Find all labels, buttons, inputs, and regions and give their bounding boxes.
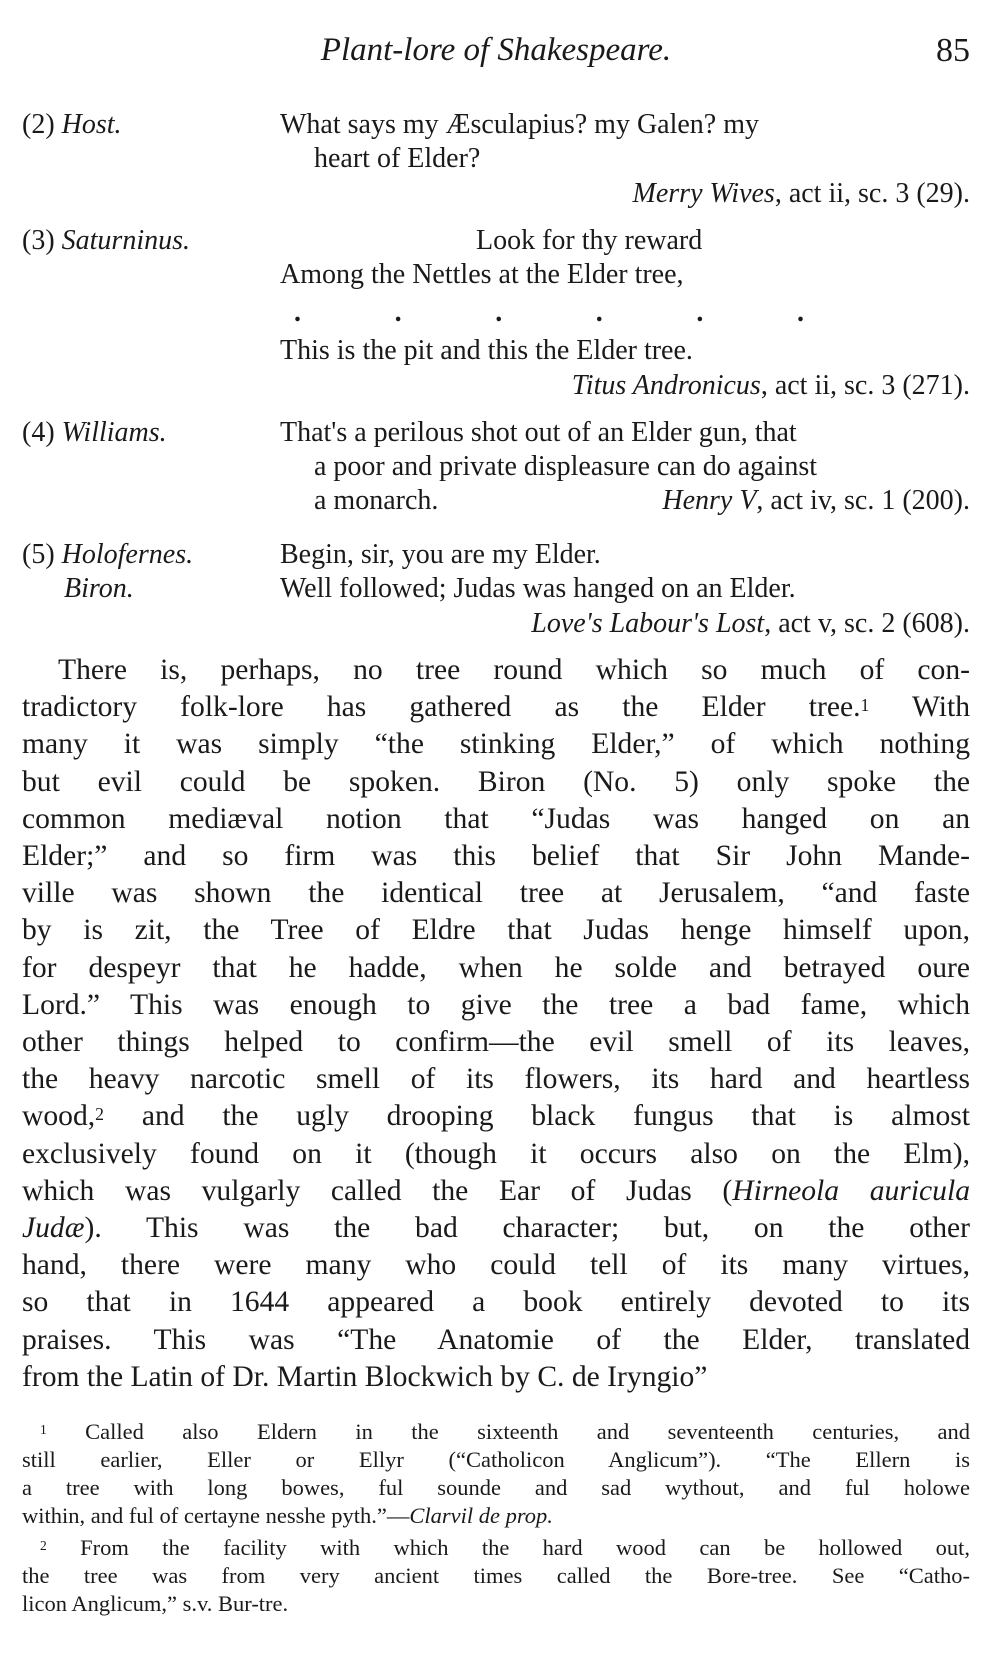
text-run: tradictory folk-lore has gathered as the Elder tree.	[22, 691, 861, 724]
quote-line: a poor and private displeasure can do against	[314, 451, 818, 482]
quote-line: a monarch.	[314, 485, 439, 516]
speaker-name: Host.	[61, 109, 122, 140]
text-line: by is zit, the Tree of Eldre that Judas henge himself upon,	[22, 914, 970, 947]
text-run: Called also Eldern in the sixteenth and seventeenth centuries, and	[85, 1419, 970, 1444]
quote-citation	[662, 484, 970, 518]
footnote-line: a tree with long bowes, ful sounde and sad wythout, and ful holowe	[22, 1475, 970, 1500]
quote-line: Begin, sir, you are my Elder.	[280, 539, 601, 570]
text-run: From the facility with which the hard wood can be hollowed out,	[80, 1535, 970, 1560]
quotations-block	[22, 108, 970, 654]
text-line: ville was shown the identical tree at Jerusalem, “and faste	[22, 877, 970, 910]
footnote-source: Clarvil de prop.	[409, 1503, 553, 1528]
text-run: which was vulgarly called the Ear of Judas (	[22, 1174, 733, 1207]
citation-work: Love's Labour's Lost	[531, 608, 765, 639]
text-run: wood,	[22, 1100, 96, 1133]
quote-number: (3)	[22, 225, 55, 256]
footnote-line: licon Anglicum,” s.v. Bur-tre.	[22, 1591, 289, 1616]
quote-citation	[22, 606, 970, 642]
citation-work: Titus Andronicus	[571, 370, 761, 401]
running-title: Plant-lore of Shakespeare.	[320, 32, 672, 68]
quote-line: What says my Æsculapius? my Galen? my	[280, 109, 760, 140]
quote-line: That's a perilous shot out of an Elder gun, that	[280, 417, 797, 448]
quote-speaker	[22, 224, 280, 258]
citation-ref: , act iv, sc. 1 (200).	[756, 485, 970, 516]
text-line: the heavy narcotic smell of its flowers, its hard and heartless	[22, 1063, 970, 1096]
dot: .	[394, 297, 402, 328]
text-line: but evil could be spoken. Biron (No. 5) only spoke the	[22, 765, 970, 798]
speaker-name: Saturninus.	[61, 225, 191, 256]
quote-number: (2)	[22, 109, 55, 140]
quote-line: This is the pit and this the Elder tree.	[280, 335, 693, 366]
footnote-mark: 1	[860, 695, 870, 716]
quote-4	[22, 416, 970, 518]
page-number: 85	[936, 32, 970, 69]
quote-number: (4)	[22, 417, 55, 448]
text-line: hand, there were many who could tell of its many virtues,	[22, 1249, 970, 1282]
text-line: from the Latin of Dr. Martin Blockwich by C. de Iryngio”	[22, 1360, 708, 1393]
body-paragraph	[22, 652, 970, 1396]
quote-line: heart of Elder?	[314, 143, 481, 174]
text-line: Lord.” This was enough to give the tree a bad fame, which	[22, 988, 970, 1021]
quote-line: Look for thy reward	[476, 225, 703, 256]
text-line: common mediæval notion that “Judas was hanged on an	[22, 802, 970, 835]
text-line: exclusively found on it (though it occurs also on the Elm),	[22, 1137, 970, 1170]
dot: .	[495, 297, 503, 328]
footnote-line	[22, 1502, 970, 1530]
dot: .	[696, 297, 704, 328]
quote-citation	[22, 176, 970, 212]
quote-line: Among the Nettles at the Elder tree,	[280, 259, 684, 290]
text-line: Elder;” and so firm was this belief that Sir John Mande-	[22, 840, 970, 873]
quote-citation	[22, 368, 970, 404]
footnote-line: the tree was from very ancient times called the Bore-tree. See “Catho-	[22, 1563, 970, 1588]
quote-speaker	[22, 108, 280, 142]
page-header	[22, 30, 970, 74]
text-line: many it was simply “the stinking Elder,” of which nothing	[22, 728, 970, 761]
citation-ref: , act v, sc. 2 (608).	[764, 608, 970, 639]
dot: .	[595, 297, 603, 328]
quote-speaker	[22, 416, 280, 450]
speaker-name: Biron.	[64, 573, 134, 604]
footnote-line: still earlier, Eller or Ellyr (“Catholicon Anglicum”). “The Ellern is	[22, 1447, 970, 1472]
text-run: and the ugly drooping black fungus that is almost	[141, 1100, 970, 1133]
italic-run: Hirneola auricula	[732, 1174, 970, 1207]
text-run: With	[912, 691, 970, 724]
quote-number: (5)	[22, 539, 55, 570]
italic-run: Judæ	[22, 1212, 85, 1245]
citation-work: Merry Wives	[632, 178, 775, 209]
citation-ref: , act ii, sc. 3 (271).	[760, 370, 970, 401]
footnote-1	[22, 1418, 970, 1530]
footnote-line	[22, 1418, 970, 1446]
text-line	[22, 1173, 970, 1210]
footnote-mark: 2	[40, 1538, 47, 1553]
footnote-2	[22, 1534, 970, 1618]
citation-ref: , act ii, sc. 3 (29).	[774, 178, 970, 209]
text-line: There is, perhaps, no tree round which so much of con-	[58, 654, 970, 686]
quote-3	[22, 224, 970, 404]
text-line: so that in 1644 appeared a book entirely devoted to its	[22, 1286, 970, 1319]
speaker-name: Williams.	[61, 417, 167, 448]
dot: .	[796, 297, 804, 328]
quote-line: Well followed; Judas was hanged on an Elder.	[280, 573, 796, 604]
quote-line-with-citation	[22, 484, 970, 518]
quote-5	[22, 538, 970, 642]
text-line: praises. This was “The Anatomie of the Elder, translated	[22, 1323, 970, 1356]
quote-2	[22, 108, 970, 212]
quote-speaker	[22, 572, 280, 606]
dot: .	[294, 297, 301, 328]
ellipsis-dots	[294, 292, 804, 334]
text-line	[22, 689, 970, 726]
text-line: other things helped to confirm—the evil smell of its leaves,	[22, 1026, 970, 1059]
text-line	[22, 1210, 970, 1247]
text-line	[22, 1098, 970, 1135]
quote-speaker	[22, 538, 280, 572]
text-line: for despeyr that he hadde, when he solde and betrayed oure	[22, 951, 970, 984]
footnote-mark: 2	[95, 1104, 105, 1125]
text-run: within, and ful of certayne nesshe pyth.”—	[22, 1503, 410, 1528]
text-run: ). This was the bad character; but, on the other	[84, 1212, 970, 1245]
footnotes	[22, 1418, 970, 1622]
citation-work: Henry V	[662, 485, 757, 516]
footnote-line	[22, 1534, 970, 1562]
footnote-mark: 1	[40, 1422, 47, 1437]
speaker-name: Holofernes.	[61, 539, 194, 570]
